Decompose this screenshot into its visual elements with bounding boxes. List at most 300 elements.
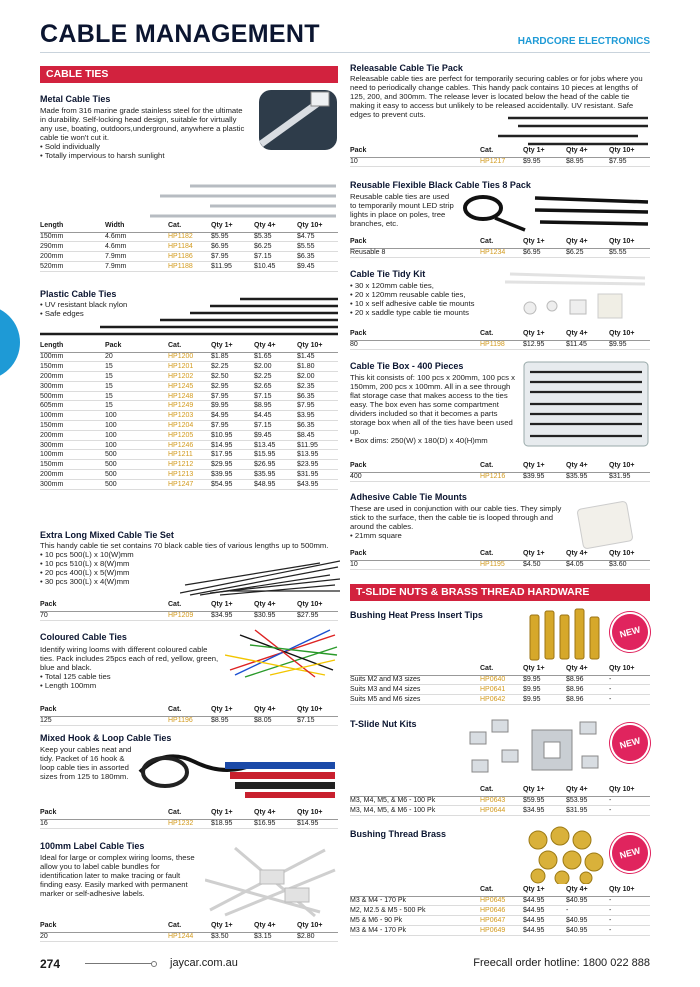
new-badge: NEW — [608, 831, 652, 875]
table-cell: $3.60 — [609, 560, 650, 570]
table-cell: - — [609, 925, 650, 935]
table-row — [350, 796, 650, 806]
tidykit-price-table: Pack Cat. Qty 1+ Qty 4+ Qty 10+ 80 HP1198 $12.95 $11.45 $9.95 — [350, 329, 650, 350]
extralong-price-table: Pack Cat. Qty 1+ Qty 4+ Qty 10+ 70 HP1209 $34.95 $30.95 $27.95 — [40, 600, 338, 621]
table-cell: $1.85 — [211, 352, 254, 362]
table-cell: $30.95 — [254, 611, 297, 621]
table-cell: $8.96 — [566, 695, 609, 705]
side-tab-marker — [0, 305, 20, 380]
table-cell: M3, M4, M5, & M6 - 100 Pk — [350, 806, 480, 816]
hookloop-price-table: Pack Cat. Qty 1+ Qty 4+ Qty 10+ 16 HP1232 $18.95 $16.95 $14.95 — [40, 808, 338, 829]
table-row — [350, 925, 650, 935]
table-cell: $11.95 — [297, 440, 338, 450]
table-cell: $10.45 — [254, 261, 297, 271]
catalog-code: HP0647 — [480, 916, 523, 926]
brand-label: HARDCORE ELECTRONICS — [517, 36, 650, 47]
table-row — [40, 362, 338, 372]
product-title: Extra Long Mixed Cable Tie Set — [40, 530, 174, 540]
bushing-tips-image — [525, 605, 610, 665]
table-cell: Suits M3 and M4 sizes — [350, 685, 480, 695]
table-row — [40, 232, 338, 242]
table-cell: 20 — [40, 932, 168, 942]
hotline-text: Freecall order hotline: 1800 022 888 — [473, 957, 650, 969]
catalog-code: HP0642 — [480, 695, 523, 705]
reusable-ties-image — [455, 190, 650, 235]
table-cell: $2.50 — [211, 372, 254, 382]
table-cell: 500 — [105, 460, 168, 470]
table-cell: Suits M2 and M3 sizes — [350, 675, 480, 685]
table-cell: $1.45 — [297, 352, 338, 362]
table-cell: 500mm — [40, 391, 105, 401]
catalog-code: HP1200 — [168, 352, 211, 362]
table-cell: $3.50 — [211, 932, 254, 942]
table-cell: $2.65 — [254, 381, 297, 391]
table-cell: $6.25 — [566, 248, 609, 258]
table-row — [40, 381, 338, 391]
table-cell: $26.95 — [254, 460, 297, 470]
bushingtips-price-table: Cat. Qty 1+ Qty 4+ Qty 10+ Suits M2 and M3 sizes HP0640 $9.95 $8.96 - Suits M3 and M4 sizes HP0641 $9.95 $8.96 - Suits M5 and M6 sizes HP0642 $9.95 $8.96 - — [350, 664, 650, 705]
table-cell: $9.95 — [609, 340, 650, 350]
product-title: Cable Tie Tidy Kit — [350, 269, 426, 279]
table-cell: $4.75 — [297, 232, 338, 242]
catalog-code: HP1204 — [168, 421, 211, 431]
product-description: This kit consists of: 100 pcs x 200mm, 100 pcs x 150mm, 200 pcs x 100mm. All in a see through flat storage case that makes access to the ties easy. The box even has some compartment dividers included so that it becomes a parts storage box when all of the ties have been used up. • Box dims: 250(W) x 180(D) x 40(H)mm — [350, 373, 518, 445]
table-cell: $40.95 — [566, 896, 609, 906]
catalog-code: HP0643 — [480, 796, 523, 806]
table-cell: $23.95 — [297, 460, 338, 470]
product-title: Cable Tie Box - 400 Pieces — [350, 361, 464, 371]
table-cell: 7.9mm — [105, 252, 168, 262]
table-cell: $34.95 — [523, 806, 566, 816]
product-description: Reusable cable ties are used to temporarily mount LED strip lights in place on poles, tree branches, etc. — [350, 192, 454, 228]
table-cell: 100 — [105, 440, 168, 450]
product-title: Releasable Cable Tie Pack — [350, 63, 463, 73]
table-cell: $1.80 — [297, 362, 338, 372]
new-badge: NEW — [608, 610, 652, 654]
table-row — [40, 460, 338, 470]
table-cell: M3 & M4 - 170 Pk — [350, 896, 480, 906]
table-cell: - — [609, 695, 650, 705]
coloured-ties-image — [225, 625, 340, 680]
table-cell: M2, M2.5 & M5 - 500 Pk — [350, 906, 480, 916]
table-cell: 200mm — [40, 430, 105, 440]
catalog-code: HP1198 — [480, 340, 523, 350]
table-row — [40, 411, 338, 421]
table-row — [40, 440, 338, 450]
table-row — [40, 479, 338, 489]
adhesive-mount-image — [570, 497, 640, 552]
table-cell: M3 & M4 - 170 Pk — [350, 925, 480, 935]
table-cell: 7.9mm — [105, 261, 168, 271]
table-cell: $17.95 — [211, 450, 254, 460]
table-cell: $9.95 — [523, 157, 566, 167]
catalog-code: HP1182 — [168, 232, 211, 242]
metal-price-table: Length Width Cat. Qty 1+ Qty 4+ Qty 10+ 150mm 4.6mm HP1182 $5.95 $5.35 $4.75 290mm 4.6mm HP1184 $6.95 $6.25 $5.55 200mm 7.9mm HP1186 $7.95 $7.15 $6.35 520mm 7.9mm HP1188 $11.95 $10.45 $9.45 — [40, 221, 338, 272]
table-cell: - — [609, 806, 650, 816]
releasable-ties-image — [498, 112, 650, 148]
catalog-code: HP1202 — [168, 372, 211, 382]
table-cell: $4.45 — [254, 411, 297, 421]
catalog-code: HP1184 — [168, 242, 211, 252]
product-description: Made from 316 marine grade stainless steel for the ultimate in durability. Self-locking head design, suitable for virtually any use, boating, outdoors,underground, anywhere a plastic cable tie won't cut it. • Sold individually • Totally impervious to harsh sunlight — [40, 106, 250, 160]
table-cell: 150mm — [40, 460, 105, 470]
table-cell: 300mm — [40, 440, 105, 450]
catalog-code: HP0646 — [480, 906, 523, 916]
table-cell: $9.45 — [254, 430, 297, 440]
table-cell: $7.15 — [254, 252, 297, 262]
plastic-price-table: Length Pack Cat. Qty 1+ Qty 4+ Qty 10+ 100mm 20 HP1200 $1.85 $1.65 $1.45 150mm 15 HP1201 $2.25 $2.00 $1.80 200mm 15 HP1202 $2.50 $2.25 $2.00 300mm 15 HP1245 $2.95 $2.65 $2.35 500mm 15 HP1248 $7.95 $7.15 $6.35 605mm 15 HP1249 $9.95 $8.95 $7.95 100mm 100 HP1203 $4.95 $4.45 $3.95 150mm 100 HP1204 $7.95 $7.15 $6.35 200mm 100 HP1205 $10.95 $9.45 $8.45 300mm 100 HP1246 $14.95 $13.45 $11.95 100mm 500 HP1211 $17.95 $15.95 $13.95 150mm 500 HP1212 $29.95 $26.95 $23.95 200mm 500 HP1213 $39.95 $35.95 $31.95 300mm 500 HP1247 $54.95 $48.95 $43.95 — [40, 341, 338, 490]
product-title: 100mm Label Cable Ties — [40, 841, 145, 851]
table-row — [40, 611, 338, 621]
table-cell: $27.95 — [297, 611, 338, 621]
catalog-code: HP1195 — [480, 560, 523, 570]
table-cell: 125 — [40, 716, 168, 726]
table-cell: 400 — [350, 472, 480, 482]
table-row — [40, 261, 338, 271]
product-description: Identify wiring looms with different coloured cable ties. Pack includes 25pcs each of red, yellow, green, blue and black. • Total 125 cable ties • Length 100mm — [40, 645, 220, 690]
table-cell: $31.95 — [609, 472, 650, 482]
table-row — [40, 716, 338, 726]
tie-box-image — [522, 360, 650, 448]
catalog-code: HP1248 — [168, 391, 211, 401]
table-cell: 520mm — [40, 261, 105, 271]
table-row — [40, 450, 338, 460]
table-cell: 20 — [105, 352, 168, 362]
table-cell: $8.96 — [566, 675, 609, 685]
table-cell: 15 — [105, 401, 168, 411]
product-title: Bushing Heat Press Insert Tips — [350, 610, 483, 620]
catalog-code: HP1247 — [168, 479, 211, 489]
tiebox-price-table: Pack Cat. Qty 1+ Qty 4+ Qty 10+ 400 HP1216 $39.95 $35.95 $31.95 — [350, 461, 650, 482]
metal-ties-lengths-image — [150, 178, 340, 223]
table-cell: $3.95 — [297, 411, 338, 421]
table-cell: M3, M4, M5, & M6 - 100 Pk — [350, 796, 480, 806]
table-row — [40, 401, 338, 411]
table-cell: 100mm — [40, 411, 105, 421]
table-cell: 150mm — [40, 362, 105, 372]
catalog-code: HP1209 — [168, 611, 211, 621]
catalog-code: HP1205 — [168, 430, 211, 440]
catalog-code: HP1186 — [168, 252, 211, 262]
table-cell: - — [566, 906, 609, 916]
catalog-code: HP1232 — [168, 819, 211, 829]
product-title: T-Slide Nut Kits — [350, 719, 417, 729]
table-row — [40, 932, 338, 942]
table-cell: $9.45 — [297, 261, 338, 271]
tidy-kit-image — [470, 268, 650, 328]
product-title: Adhesive Cable Tie Mounts — [350, 492, 467, 502]
table-cell: $44.95 — [523, 916, 566, 926]
product-description: These are used in conjunction with our cable ties. They simply stick to the surface, then the cable tie is looped through and around the cables. • 21mm square — [350, 504, 565, 540]
table-cell: $31.95 — [566, 806, 609, 816]
table-cell: 10 — [350, 157, 480, 167]
catalog-code: HP1234 — [480, 248, 523, 258]
catalog-code: HP1188 — [168, 261, 211, 271]
table-cell: $13.95 — [297, 450, 338, 460]
table-cell: 100 — [105, 411, 168, 421]
table-cell: 300mm — [40, 479, 105, 489]
product-description: Releasable cable ties are perfect for temporarily securing cables or for jobs where you need to periodically change cables. This handy pack contains 10 pieces at lengths of 125, 200, and 300mm. The release lever is located below the head of the cable tie making it easy to access but unlikely to be released accidentally. UV resistant. Safe edges to prevent cuts. — [350, 74, 643, 119]
table-cell: $10.95 — [211, 430, 254, 440]
table-cell: - — [609, 906, 650, 916]
table-cell: $2.35 — [297, 381, 338, 391]
table-cell: $35.95 — [566, 472, 609, 482]
table-cell: $7.95 — [609, 157, 650, 167]
table-cell: M5 & M6 - 90 Pk — [350, 916, 480, 926]
table-cell: 100mm — [40, 450, 105, 460]
catalog-code: HP0640 — [480, 675, 523, 685]
reusable-price-table: Pack Cat. Qty 1+ Qty 4+ Qty 10+ Reusable 8 HP1234 $6.95 $6.25 $5.55 — [350, 237, 650, 258]
table-cell: 100 — [105, 430, 168, 440]
table-cell: $6.35 — [297, 391, 338, 401]
catalog-code: HP0649 — [480, 925, 523, 935]
table-cell: $8.95 — [566, 157, 609, 167]
tslide-nuts-image — [462, 712, 607, 780]
catalog-code: HP1196 — [168, 716, 211, 726]
table-cell: $15.95 — [254, 450, 297, 460]
table-cell: 200mm — [40, 372, 105, 382]
section-banner-cable-ties: CABLE TIES — [40, 66, 338, 83]
table-row — [350, 916, 650, 926]
table-row — [40, 352, 338, 362]
new-badge: NEW — [608, 721, 652, 765]
table-cell: $14.95 — [297, 819, 338, 829]
table-cell: 150mm — [40, 421, 105, 431]
table-cell: $18.95 — [211, 819, 254, 829]
table-cell: $11.95 — [211, 261, 254, 271]
table-row — [40, 430, 338, 440]
table-cell: $59.95 — [523, 796, 566, 806]
plastic-ties-image — [40, 296, 340, 338]
table-row — [350, 248, 650, 258]
table-cell: $3.15 — [254, 932, 297, 942]
table-cell: $7.95 — [211, 421, 254, 431]
table-cell: - — [609, 796, 650, 806]
table-cell: $2.00 — [297, 372, 338, 382]
table-cell: $7.95 — [211, 391, 254, 401]
table-cell: $7.95 — [297, 401, 338, 411]
table-cell: $5.55 — [609, 248, 650, 258]
table-cell: $39.95 — [523, 472, 566, 482]
catalog-code: HP1213 — [168, 470, 211, 480]
label-ties-image — [205, 840, 340, 918]
table-cell: $7.15 — [254, 421, 297, 431]
table-cell: 100 — [105, 421, 168, 431]
catalog-code: HP1249 — [168, 401, 211, 411]
table-cell: $2.95 — [211, 381, 254, 391]
hook-loop-ties-image — [135, 742, 340, 804]
product-bullets: • 30 x 120mm cable ties, • 20 x 120mm reusable cable ties, • 10 x self adhesive cable tie mounts • 20 x saddle type cable tie mounts — [350, 281, 530, 317]
table-cell: $8.05 — [254, 716, 297, 726]
label-price-table: Pack Cat. Qty 1+ Qty 4+ Qty 10+ 20 HP1244 $3.50 $3.15 $2.80 — [40, 921, 338, 942]
table-row — [40, 470, 338, 480]
catalog-code: HP1244 — [168, 932, 211, 942]
table-cell: $5.55 — [297, 242, 338, 252]
brass-inserts-image — [524, 826, 609, 884]
table-cell: $53.95 — [566, 796, 609, 806]
product-title: Bushing Thread Brass — [350, 829, 447, 839]
catalog-code: HP1201 — [168, 362, 211, 372]
table-cell: $8.96 — [566, 685, 609, 695]
table-row — [350, 685, 650, 695]
metal-tie-image — [255, 84, 340, 154]
table-cell: $2.25 — [211, 362, 254, 372]
table-cell: $2.00 — [254, 362, 297, 372]
table-cell: $40.95 — [566, 925, 609, 935]
catalog-code: HP1245 — [168, 381, 211, 391]
table-cell: 290mm — [40, 242, 105, 252]
header-rule — [40, 52, 650, 53]
table-cell: $48.95 — [254, 479, 297, 489]
extra-long-ties-image — [180, 555, 340, 597]
table-row — [40, 819, 338, 829]
table-cell: $12.95 — [523, 340, 566, 350]
table-cell: $44.95 — [523, 896, 566, 906]
table-cell: $29.95 — [211, 460, 254, 470]
table-row — [40, 421, 338, 431]
table-cell: $5.35 — [254, 232, 297, 242]
table-cell: $6.95 — [523, 248, 566, 258]
table-cell: $9.95 — [523, 685, 566, 695]
catalog-code: HP1216 — [480, 472, 523, 482]
table-row — [350, 560, 650, 570]
table-row — [350, 340, 650, 350]
catalog-code: HP1211 — [168, 450, 211, 460]
catalog-code: HP1246 — [168, 440, 211, 450]
section-banner-tslide: T-SLIDE NUTS & BRASS THREAD HARDWARE — [350, 584, 650, 601]
table-cell: $31.95 — [297, 470, 338, 480]
product-title: Mixed Hook & Loop Cable Ties — [40, 733, 172, 743]
tslidekits-price-table: Cat. Qty 1+ Qty 4+ Qty 10+ M3, M4, M5, & M6 - 100 Pk HP0643 $59.95 $53.95 - M3, M4, M5, & M6 - 100 Pk HP0644 $34.95 $31.95 - — [350, 785, 650, 816]
table-cell: $7.15 — [297, 716, 338, 726]
table-cell: 200mm — [40, 252, 105, 262]
table-cell: 80 — [350, 340, 480, 350]
table-row — [350, 157, 650, 167]
table-row — [350, 906, 650, 916]
table-cell: 16 — [40, 819, 168, 829]
footer-line — [85, 963, 155, 964]
table-cell: $43.95 — [297, 479, 338, 489]
table-cell: $8.95 — [211, 716, 254, 726]
product-title: Plastic Cable Ties — [40, 289, 117, 299]
table-cell: 15 — [105, 381, 168, 391]
table-cell: $44.95 — [523, 906, 566, 916]
catalog-code: HP0641 — [480, 685, 523, 695]
catalog-code: HP1217 — [480, 157, 523, 167]
table-cell: $2.25 — [254, 372, 297, 382]
catalog-code: HP0644 — [480, 806, 523, 816]
table-cell: $4.05 — [566, 560, 609, 570]
table-row — [40, 242, 338, 252]
table-cell: 150mm — [40, 232, 105, 242]
table-row — [40, 372, 338, 382]
adhesive-price-table: Pack Cat. Qty 1+ Qty 4+ Qty 10+ 10 HP1195 $4.50 $4.05 $3.60 — [350, 549, 650, 570]
table-cell: 10 — [350, 560, 480, 570]
table-cell: 605mm — [40, 401, 105, 411]
page-number: 274 — [40, 957, 61, 971]
table-cell: 500 — [105, 470, 168, 480]
table-cell: 500 — [105, 450, 168, 460]
table-cell: $6.25 — [254, 242, 297, 252]
table-cell: $6.95 — [211, 242, 254, 252]
table-cell: $34.95 — [211, 611, 254, 621]
table-cell: $40.95 — [566, 916, 609, 926]
table-cell: $11.45 — [566, 340, 609, 350]
product-title: Metal Cable Ties — [40, 94, 111, 104]
table-cell: $7.95 — [211, 252, 254, 262]
table-cell: 200mm — [40, 470, 105, 480]
product-title: Reusable Flexible Black Cable Ties 8 Pack — [350, 180, 531, 190]
product-bullets: • UV resistant black nylon • Safe edges — [40, 300, 190, 318]
table-row — [40, 252, 338, 262]
table-cell: 4.6mm — [105, 242, 168, 252]
table-cell: 100mm — [40, 352, 105, 362]
releasable-price-table: Pack Cat. Qty 1+ Qty 4+ Qty 10+ 10 HP1217 $9.95 $8.95 $7.95 — [350, 146, 650, 167]
table-cell: $9.95 — [523, 695, 566, 705]
product-description: This handy cable tie set contains 70 black cable ties of various lengths up to 500mm. • 10 pcs 500(L) x 10(W)mm • 10 pcs 510(L) x 8(W)mm • 20 pcs 400(L) x 5(W)mm • 30 pcs 300(L) x 4(W)mm — [40, 541, 335, 586]
table-cell: 15 — [105, 391, 168, 401]
table-cell: $9.95 — [211, 401, 254, 411]
table-cell: Reusable 8 — [350, 248, 480, 258]
table-cell: - — [609, 685, 650, 695]
table-cell: 500 — [105, 479, 168, 489]
coloured-price-table: Pack Cat. Qty 1+ Qty 4+ Qty 10+ 125 HP1196 $8.95 $8.05 $7.15 — [40, 705, 338, 726]
table-cell: $13.45 — [254, 440, 297, 450]
table-cell: $5.95 — [211, 232, 254, 242]
table-cell: 70 — [40, 611, 168, 621]
table-cell: $8.45 — [297, 430, 338, 440]
table-cell: $16.95 — [254, 819, 297, 829]
table-cell: $1.65 — [254, 352, 297, 362]
table-row — [350, 695, 650, 705]
table-cell: $6.35 — [297, 421, 338, 431]
table-cell: 4.6mm — [105, 232, 168, 242]
brass-price-table: Cat. Qty 1+ Qty 4+ Qty 10+ M3 & M4 - 170 Pk HP0645 $44.95 $40.95 - M2, M2.5 & M5 - 500 Pk HP0646 $44.95 - - M5 & M6 - 90 Pk HP0647 $44.95 $40.95 - M3 & M4 - 170 Pk HP0649 $44.95 $40.95 - — [350, 885, 650, 936]
table-cell: 15 — [105, 362, 168, 372]
product-description: Keep your cables neat and tidy. Packet of 16 hook & loop cable ties in assorted sizes from 125 to 180mm. — [40, 745, 132, 781]
product-title: Coloured Cable Ties — [40, 632, 127, 642]
table-cell: - — [609, 896, 650, 906]
table-cell: $2.80 — [297, 932, 338, 942]
table-cell: $7.15 — [254, 391, 297, 401]
table-cell: $14.95 — [211, 440, 254, 450]
website-link[interactable]: jaycar.com.au — [170, 957, 238, 969]
table-cell: - — [609, 916, 650, 926]
table-row — [40, 391, 338, 401]
product-description: Ideal for large or complex wiring looms, these allow you to label cable bundles for identification later to make tracing or fault finding easy. Easily marked with permanent marker or self-adhesive labels. — [40, 853, 195, 898]
table-cell: 300mm — [40, 381, 105, 391]
table-cell: 15 — [105, 372, 168, 382]
page-title: CABLE MANAGEMENT — [40, 20, 320, 48]
table-cell: $6.35 — [297, 252, 338, 262]
table-row — [350, 675, 650, 685]
table-cell: $44.95 — [523, 925, 566, 935]
table-row — [350, 806, 650, 816]
table-cell: $9.95 — [523, 675, 566, 685]
table-cell: $4.95 — [211, 411, 254, 421]
table-cell: $4.50 — [523, 560, 566, 570]
table-cell: $54.95 — [211, 479, 254, 489]
catalog-code: HP0645 — [480, 896, 523, 906]
catalog-code: HP1212 — [168, 460, 211, 470]
table-cell: $39.95 — [211, 470, 254, 480]
table-row — [350, 472, 650, 482]
table-cell: $8.95 — [254, 401, 297, 411]
table-cell: Suits M5 and M6 sizes — [350, 695, 480, 705]
catalog-code: HP1203 — [168, 411, 211, 421]
table-cell: $35.95 — [254, 470, 297, 480]
table-cell: - — [609, 675, 650, 685]
